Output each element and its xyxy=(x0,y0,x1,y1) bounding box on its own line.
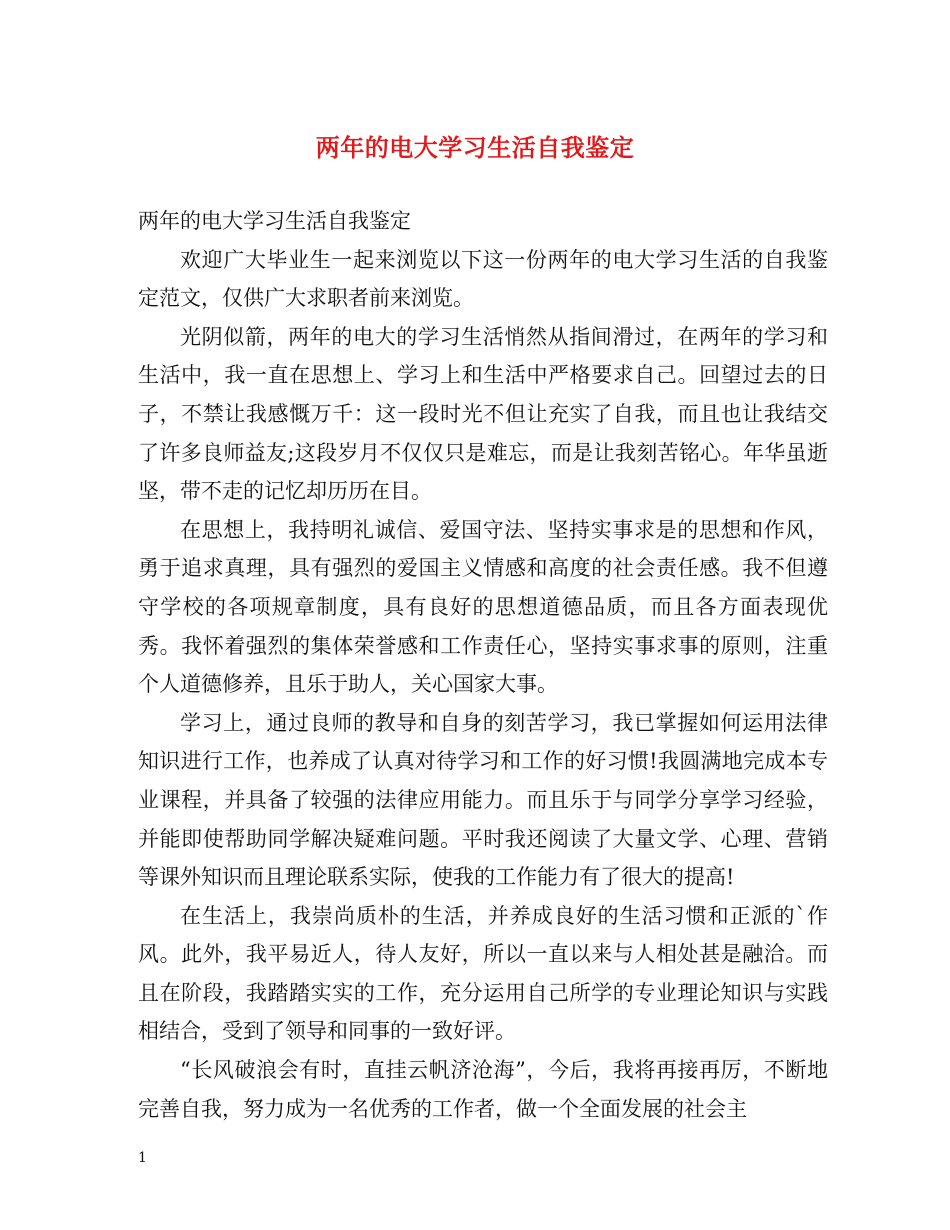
paragraph-study: 学习上，通过良师的教导和自身的刻苦学习，我已掌握如何运用法律知识进行工作，也养成了认真对待学习和工作的好习惯!我圆满地完成本专业课程，并具备了较强的法律应用能力。而且乐于与同学分享学习经验，并能即使帮助同学解决疑难问题。平时我还阅读了大量文学、心理、营销等课外知识而且理论联系实际，使我的工作能力有了很大的提高! xyxy=(138,710,828,890)
paragraph-outlook: “长风破浪会有时，直挂云帆济沧海”，今后，我将再接再厉，不断地完善自我，努力成为一名优秀的工作者，做一个全面发展的社会主 xyxy=(138,1058,828,1121)
paragraph-thought: 在思想上，我持明礼诚信、爱国守法、坚持实事求是的思想和作风，勇于追求真理，具有强烈的爱国主义情感和高度的社会责任感。我不但遵守学校的各项规章制度，具有良好的思想道德品质，而且各方面表现优秀。我怀着强烈的集体荣誉感和工作责任心，坚持实事求事的原则，注重个人道德修养，且乐于助人，关心国家大事。 xyxy=(138,517,828,697)
page-number: 1 xyxy=(138,1150,147,1166)
document-body xyxy=(138,202,828,1128)
document-subtitle: 两年的电大学习生活自我鉴定 xyxy=(138,209,411,233)
paragraph-life: 在生活上，我崇尚质朴的生活，并养成良好的生活习惯和正派的`作风。此外，我平易近人，待人友好，所以一直以来与人相处甚是融洽。而且在阶段，我踏踏实实的工作，充分运用自己所学的专业理论知识与实践相结合，受到了领导和同事的一致好评。 xyxy=(138,903,828,1044)
paragraph-intro: 欢迎广大毕业生一起来浏览以下这一份两年的电大学习生活的自我鉴定范文，仅供广大求职者前来浏览。 xyxy=(138,247,828,311)
document-title: 两年的电大学习生活自我鉴定 xyxy=(315,133,635,162)
paragraph-reflection: 光阴似箭，两年的电大的学习生活悄然从指间滑过，在两年的学习和生活中，我一直在思想上、学习上和生活中严格要求自己。回望过去的日子，不禁让我感慨万千：这一段时光不但让充实了自我，而且也让我结交了许多良师益友;这段岁月不仅仅只是难忘，而是让我刻苦铭心。年华虽逝坚，带不走的记忆却历历在目。 xyxy=(138,324,828,504)
